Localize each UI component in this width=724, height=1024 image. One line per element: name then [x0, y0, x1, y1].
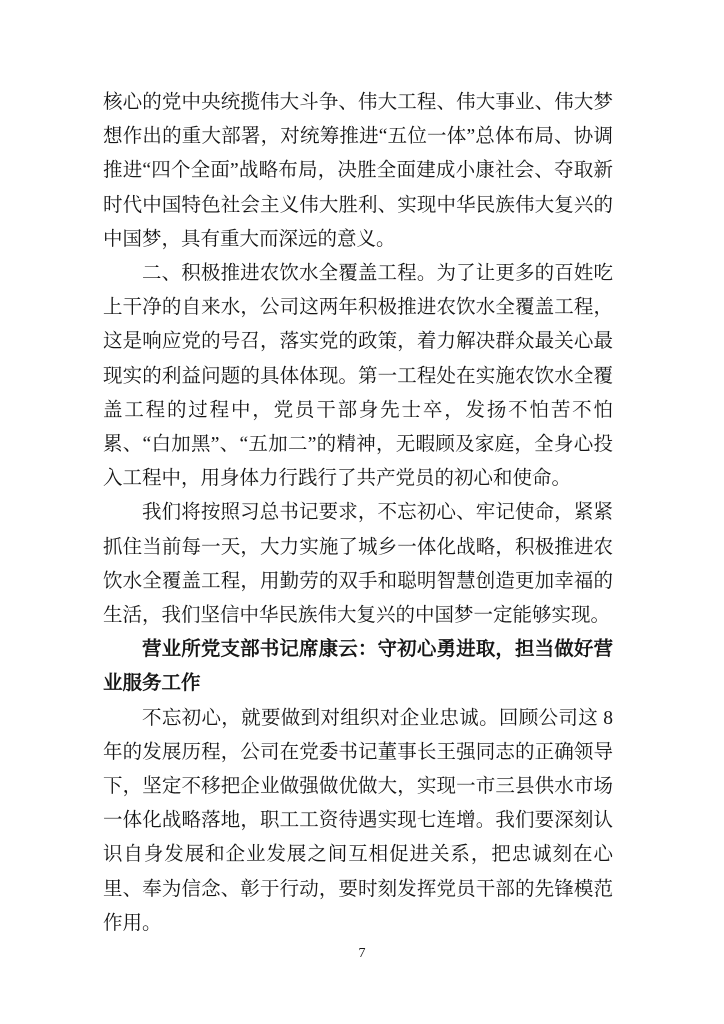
document-body — [103, 86, 613, 941]
body-paragraph-water-project: 二、积极推进农饮水全覆盖工程。为了让更多的百姓吃上干净的自来水，公司这两年积极推进农饮水全覆盖工程，这是响应党的号召，落实党的政策，着力解决群众最关心最现实的利益问题的具体体现。第一工程处在实施农饮水全覆盖工程的过程中，党员干部身先士卒，发扬不怕苦不怕累、“白加黑”、“五加二”的精神，无暇顾及家庭，全身心投入工程中，用身体力行践行了共产党员的初心和使命。 — [103, 263, 613, 490]
section-heading: 营业所党支部书记席康云：守初心勇进取，担当做好营业服务工作 — [103, 639, 613, 695]
body-paragraph-commitment: 我们将按照习总书记要求，不忘初心、牢记使命，紧紧抓住当前每一天，大力实施了城乡一体化战略，积极推进农饮水全覆盖工程，用勤劳的双手和聪明智慧创造更加幸福的生活，我们坚信中华民族伟大复兴的中国梦一定能够实现。 — [103, 502, 613, 627]
body-paragraph-continuation: 核心的党中央统揽伟大斗争、伟大工程、伟大事业、伟大梦想作出的重大部署，对统筹推进“五位一体”总体布局、协调推进“四个全面”战略布局，决胜全面建成小康社会、夺取新时代中国特色社会主义伟大胜利、实现中华民族伟大复兴的中国梦，具有重大而深远的意义。 — [103, 92, 613, 250]
page-number: 7 — [358, 946, 366, 961]
body-paragraph-speech: 不忘初心，就要做到对组织对企业忠诚。回顾公司这 8 年的发展历程，公司在党委书记董事长王强同志的正确领导下，坚定不移把企业做强做优做大，实现一市三县供水市场一体化战略落地，职工工资待遇实现七连增。我们要深刻认识自身发展和企业发展之间互相促进关系，把忠诚刻在心里、奉为信念、彰于行动，要时刻发挥党员干部的先锋模范作用。 — [103, 707, 613, 934]
